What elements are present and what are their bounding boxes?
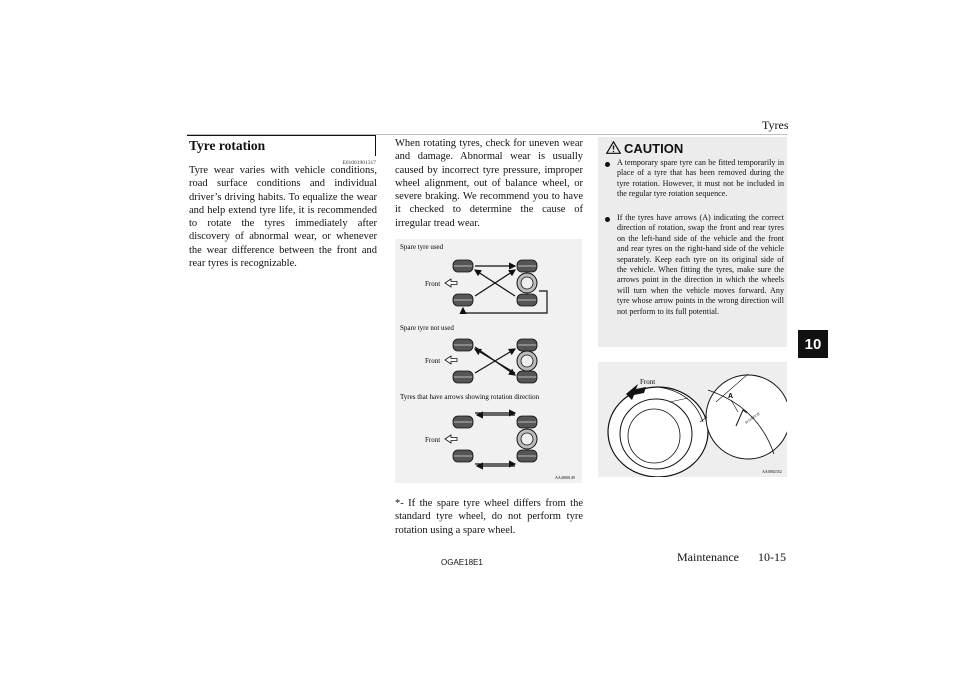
warning-triangle-icon (606, 141, 621, 159)
tyre-icon (453, 294, 473, 306)
tyre-icon (517, 450, 537, 462)
tyre-icon (517, 416, 537, 428)
label-directional-tyres: Tyres that have arrows showing rotation direction (400, 393, 540, 401)
tyre-icon (517, 260, 537, 272)
intro-paragraph: Tyre wear varies with vehicle conditions, road surface conditions and individual driver’s driving habits. To equalize the wear and help extend tyre life, it is recommended to rotate the tyres immediately after discovery of abnormal wear, or whenever the wear difference between the front and rear tyres is recognizable. (189, 165, 377, 270)
marker-a-label: A (728, 393, 734, 400)
front-arrow-icon (445, 435, 457, 443)
label-spare-used: Spare tyre used (400, 243, 444, 251)
front-label: Front (425, 436, 441, 444)
tyre-icon (453, 339, 473, 351)
spare-tyre-icon (517, 273, 537, 293)
caution-item-directional: If the tyres have arrows (A) indicating the correct direction of rotation, swap the front and rear tyres on the left-hand side of the vehicle and the front and rear tyres on the right-hand side of the vehicle separately. Keep each tyre on its original side of the vehicle. When fitting the tyres, make sure the arrows point in the direction in which the wheels will turn when the vehicle moves forward. Any tyre whose arrow points in the wrong direction will not perform to its full potential. (617, 213, 784, 316)
chapter-tab: 10 (798, 330, 828, 358)
tyre-icon (517, 371, 537, 383)
front-arrow-icon (445, 279, 457, 287)
running-header: Tyres (762, 118, 789, 132)
front-arrow-icon (445, 356, 457, 364)
section-code: E01001901317 (342, 160, 376, 166)
bullet-icon (605, 162, 610, 167)
caution-heading: CAUTION (624, 141, 684, 156)
tyre-icon (517, 339, 537, 351)
directional-tyre-illustration (598, 362, 787, 477)
front-label: Front (640, 378, 656, 386)
tyre-icon (453, 450, 473, 462)
directional-tyre-figure (598, 362, 787, 477)
rotation-check-paragraph: When rotating tyres, check for uneven wear and damage. Abnormal wear is usually caused by incorrect tyre pressure, improper wheel alignment, out of balance wheel, or severe braking. We recommend you to have it checked to determine the cause of irregular tread wear. (395, 138, 583, 229)
tyre-icon (517, 294, 537, 306)
tyre-icon (453, 416, 473, 428)
spare-tyre-icon (517, 351, 537, 371)
spare-wheel-note: *- If the spare tyre wheel differs from the standard tyre wheel, do not perform tyre rotation using a spare wheel. (395, 498, 583, 536)
rotation-pattern-diagram (395, 239, 582, 483)
label-spare-not-used: Spare tyre not used (400, 324, 454, 332)
svg-text:ROTATION: ROTATION (744, 411, 761, 425)
footer-section-name: Maintenance (677, 550, 739, 564)
figure-code: AA0002352 (762, 469, 782, 474)
front-label: Front (425, 280, 441, 288)
front-label: Front (425, 357, 441, 365)
caution-item-spare: A temporary spare tyre can be fitted temporarily in place of a tyre that has been removed during the tyre rotation. However, it must not be included in the regular tyre rotation sequence. (617, 158, 784, 199)
bullet-icon (605, 217, 610, 222)
tyre-icon (453, 260, 473, 272)
document-code: OGAE18E1 (441, 558, 483, 567)
page-number: 10-15 (758, 550, 786, 564)
rotation-pattern-figure (395, 239, 582, 483)
spare-tyre-icon (517, 429, 537, 449)
figure-code: AA4000149 (555, 475, 575, 480)
section-title: Tyre rotation (189, 138, 266, 153)
tyre-icon (453, 371, 473, 383)
